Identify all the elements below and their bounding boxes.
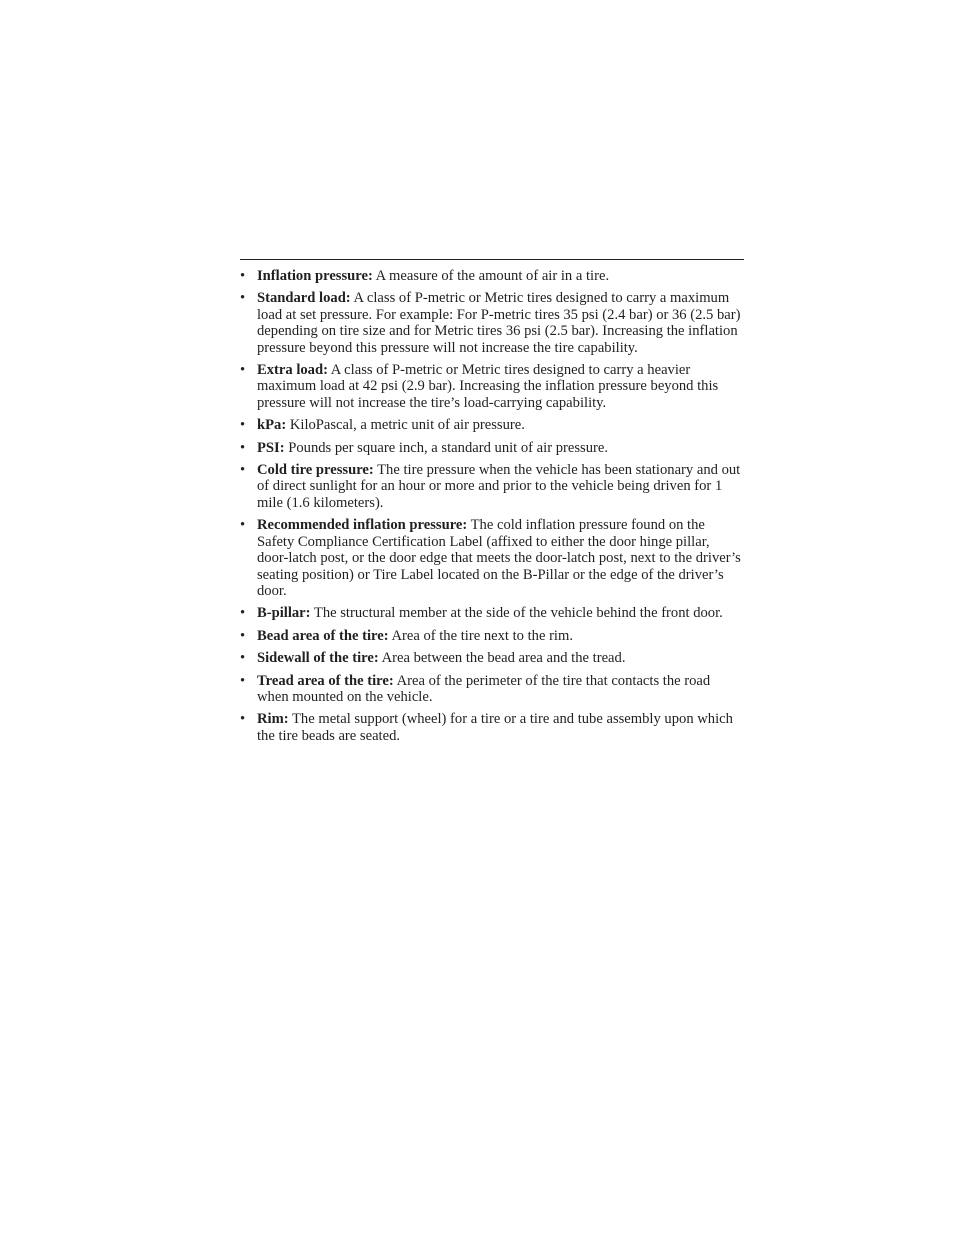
glossary-item-extra-load: [240, 362, 744, 411]
glossary-definition: KiloPascal, a metric unit of air pressure.: [289, 417, 525, 434]
glossary-item-cold-tire-pressure: [240, 462, 744, 511]
tire-glossary-list: [240, 268, 744, 744]
glossary-definition: The structural member at the side of the vehicle behind the front door.: [313, 605, 723, 622]
glossary-definition: A class of P-metric or Metric tires designed to carry a heavier maximum load at 42 psi (2.9 bar). Increasing the inflation pressure beyond this pressure will not increase the tire’s load-carrying capability.: [257, 362, 719, 411]
bullet-icon: •: [240, 417, 246, 434]
glossary-item-inflation-pressure: [240, 268, 744, 284]
section-divider: [240, 259, 744, 260]
glossary-definition: A class of P-metric or Metric tires designed to carry a maximum load at set pressure. For example: For P-metric tires 35 psi (2.4 bar) or 36 (2.5 bar) depending on tire size and for Metric tires 36 psi (2.5 bar). Increasing the inflation pressure beyond this pressure will not increase the tire capability.: [257, 290, 741, 356]
glossary-definition: The cold inflation pressure found on the Safety Compliance Certification Label (affixed to either the door hinge pillar, door-latch post, or the door edge that meets the door-latch post, next to the driver’s seating position) or Tire Label located on the B-Pillar or the edge of the driver’s door.: [257, 517, 741, 599]
bullet-icon: •: [240, 672, 246, 689]
glossary-term: Tread area of the tire:: [257, 672, 394, 689]
glossary-item-bead-area: [240, 628, 744, 644]
glossary-term: Bead area of the tire:: [257, 627, 389, 644]
glossary-term: Cold tire pressure:: [257, 462, 374, 479]
glossary-term: B-pillar:: [257, 605, 311, 622]
document-body: [240, 259, 744, 750]
glossary-item-kpa: [240, 417, 744, 433]
glossary-definition: The metal support (wheel) for a tire or a tire and tube assembly upon which the tire beads are seated.: [257, 711, 733, 744]
bullet-icon: •: [240, 362, 246, 379]
glossary-item-sidewall: [240, 650, 744, 666]
glossary-item-rim: [240, 711, 744, 744]
glossary-definition: The tire pressure when the vehicle has been stationary and out of direct sunlight for an hour or more and prior to the vehicle being driven for 1 mile (1.6 kilometers).: [257, 462, 741, 511]
bullet-icon: •: [240, 627, 246, 644]
glossary-definition: Area between the bead area and the tread.: [381, 650, 626, 667]
glossary-item-b-pillar: [240, 605, 744, 621]
glossary-term: kPa:: [257, 417, 287, 434]
bullet-icon: •: [240, 605, 246, 622]
glossary-definition: A measure of the amount of air in a tire.: [375, 268, 610, 284]
glossary-term: Sidewall of the tire:: [257, 650, 379, 667]
bullet-icon: •: [240, 439, 246, 456]
bullet-icon: •: [240, 268, 246, 284]
glossary-definition: Area of the tire next to the rim.: [391, 627, 573, 644]
glossary-term: Extra load:: [257, 362, 328, 379]
glossary-definition: Area of the perimeter of the tire that contacts the road when mounted on the vehicle.: [257, 672, 711, 705]
bullet-icon: •: [240, 711, 246, 728]
glossary-item-standard-load: [240, 290, 744, 356]
glossary-term: Rim:: [257, 711, 289, 728]
bullet-icon: •: [240, 517, 246, 534]
glossary-term: Recommended inflation pressure:: [257, 517, 468, 534]
glossary-term: Inflation pressure:: [257, 268, 373, 284]
glossary-term: Standard load:: [257, 290, 351, 307]
glossary-definition: Pounds per square inch, a standard unit of air pressure.: [288, 439, 608, 456]
bullet-icon: •: [240, 650, 246, 667]
glossary-item-recommended-inflation-pressure: [240, 517, 744, 599]
bullet-icon: •: [240, 462, 246, 479]
glossary-item-tread-area: [240, 673, 744, 706]
glossary-term: PSI:: [257, 439, 285, 456]
glossary-item-psi: [240, 440, 744, 456]
bullet-icon: •: [240, 290, 246, 307]
